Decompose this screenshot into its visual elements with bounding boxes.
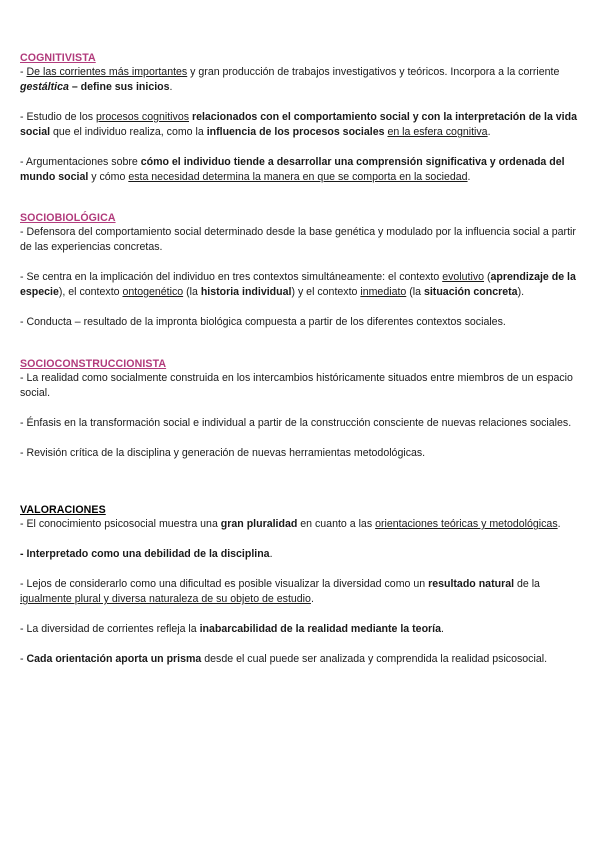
paragraph: - Estudio de los procesos cognitivos relacionados con el comportamiento social y con la interpretación de la vida social que el individuo realiza, como la influencia de los procesos sociales en la esfera cognitiva.: [20, 111, 577, 138]
section-socioconstruccionista: [20, 357, 580, 461]
paragraph: - Interpretado como una debilidad de la disciplina.: [20, 548, 273, 560]
paragraph: - Defensora del comportamiento social determinado desde la base genética y modulado por la influencia social a partir de las experiencias concretas.: [20, 226, 576, 253]
paragraph: - Cada orientación aporta un prisma desde el cual puede ser analizada y comprendida la realidad psicosocial.: [20, 653, 548, 665]
heading-sociobiologica: SOCIOBIOLÓGICA: [20, 212, 116, 224]
paragraph: - Revisión crítica de la disciplina y generación de nuevas herramientas metodológicas.: [20, 447, 426, 459]
section-cognitivista: [20, 51, 580, 185]
paragraph: - La realidad como socialmente construida en los intercambios históricamente situados entre miembros de un espacio social.: [20, 372, 573, 399]
paragraph: - De las corrientes más importantes y gran producción de trabajos investigativos y teóricos. Incorpora a la corriente gestáltica – define sus inicios.: [20, 66, 560, 93]
heading-valoraciones: VALORACIONES: [20, 504, 106, 516]
paragraph: - Se centra en la implicación del individuo en tres contextos simultáneamente: el contexto evolutivo (aprendizaje de la especie), el contexto ontogenético (la historia individual) y el contexto inmediato (la situación concreta).: [20, 271, 576, 298]
heading-socioconstruccionista: SOCIOCONSTRUCCIONISTA: [20, 358, 167, 370]
paragraph: - El conocimiento psicosocial muestra una gran pluralidad en cuanto a las orientaciones teóricas y metodológicas.: [20, 518, 561, 530]
section-valoraciones: [20, 503, 580, 667]
paragraph: - Argumentaciones sobre cómo el individuo tiende a desarrollar una comprensión significativa y ordenada del mundo social y cómo esta necesidad determina la manera en que se comporta en la sociedad.: [20, 156, 565, 183]
heading-cognitivista: COGNITIVISTA: [20, 52, 96, 64]
paragraph: - La diversidad de corrientes refleja la inabarcabilidad de la realidad mediante la teoría.: [20, 623, 444, 635]
paragraph: - Énfasis en la transformación social e individual a partir de la construcción consciente de nuevas relaciones sociales.: [20, 417, 572, 429]
section-sociobiologica: [20, 211, 580, 330]
paragraph: - Conducta – resultado de la impronta biológica compuesta a partir de los diferentes contextos sociales.: [20, 316, 506, 328]
paragraph: - Lejos de considerarlo como una dificultad es posible visualizar la diversidad como un resultado natural de la igualmente plural y diversa naturaleza de su objeto de estudio.: [20, 578, 540, 605]
